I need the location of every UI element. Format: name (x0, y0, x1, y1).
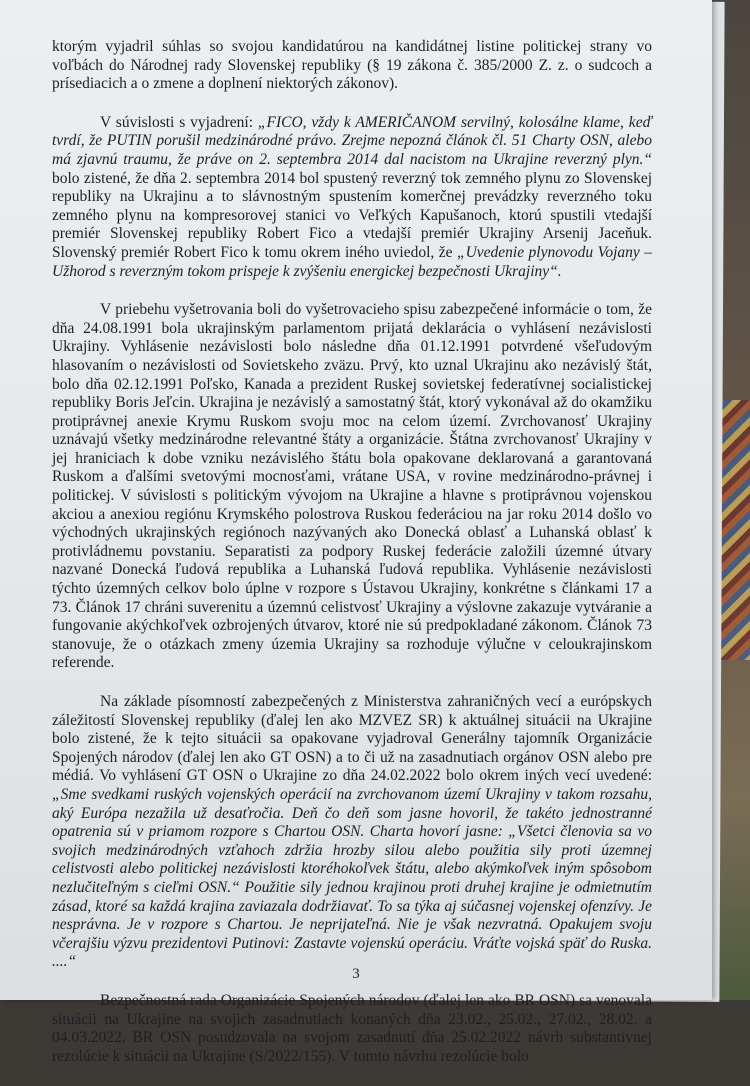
paragraph-2-quote-1: „FICO, vždy k AMERIČANOM servilný, kolosálne klame, keď tvrdí, že PUTIN porušil medzinárodné právo. Zrejme nepozná článok čl. 51 Charty OSN, alebo má zjavnú traumu, že práve on 2. septembra 2014 dal nacistom na Ukrajine reverzný plyn.“ (52, 113, 652, 168)
paragraph-5: Bezpečnostná rada Organizácie Spojených národov (ďalej len ako BR OSN) sa venovala situácii na Ukrajine na svojich zasadnutiach konaných dňa 23.02., 25.02., 27.02., 28.02. a 04.03.2022. BR OSN posudzovala na svojom zasadnutí dňa 25.02.2022 návrh substantívnej rezolúcie k situácii na Ukrajine (S/2022/155). V tomto návrhu rezolúcie bolo (52, 991, 652, 1065)
paragraph-4-quote: „Sme svedkami ruských vojenských operácií na zvrchovanom území Ukrajiny v takom rozsahu, aký Európa nezažila už desaťročia. Deň čo deň som jasne hovoril, že takéto jednostranné opatrenia sú v priamom rozpore s Chartou OSN. Charta hovorí jasne: „Všetci členovia sa vo svojich medzinárodných vzťahoch zdržia hrozby silou alebo použitia sily proti územnej celistvosti alebo politickej nezávislosti ktoréhokoľvek štátu, alebo akýmkoľvek iným spôsobom nezlučiteľným s cieľmi OSN.“ Použitie sily jednou krajinou proti druhej krajine je odmietnutím zásad, ktoré sa každá krajina zaviazala dodržiavať. To sa týka aj súčasnej vojenskej ofenzívy. Je nesprávna. Je v rozpore s Chartou. Je neprijateľná. Nie je však nezvratná. Opakujem svoju včerajšiu výzvu prezidentovi Putinovi: Zastavte vojenskú operáciu. Vráťte vojská späť do Ruska. ....“ (52, 785, 652, 971)
paragraph-2-quote-2: „Uvedenie plynovodu Vojany – Užhorod s reverzným tokom prispeje k zvýšeniu energickej bezpečnosti Ukrajiny“. (52, 243, 652, 280)
paragraph-1: ktorým vyjadril súhlas so svojou kandidatúrou na kandidátnej listine politickej strany vo voľbách do Národnej rady Slovenskej republiky (§ 19 zákona č. 385/2000 Z. z. o sudcoch a prísediacich a o zmene a doplnení niektorých zákonov). (52, 38, 652, 93)
paragraph-2-body: bolo zistené, že dňa 2. septembra 2014 bol spustený reverzný tok zemného plynu zo Slovenskej republiky na Ukrajinu a to slávnostným spustením komerčnej prevádzky reverzného toku zemného plynu na kompresorovej stanici vo Veľkých Kapušanoch, ktorú spustili vtedajší premiér Slovenskej republiky Robert Fico a vtedajší premiér Ukrajiny Arsenij Jaceňuk. Slovenský premiér Robert Fico k tomu okrem iného uviedol, že (52, 169, 652, 261)
paragraph-4 (52, 693, 652, 972)
paragraph-2-intro: V súvislosti s vyjadrení: (100, 113, 258, 131)
page-number: 3 (352, 966, 360, 982)
paragraph-3: V priebehu vyšetrovania boli do vyšetrovacieho spisu zabezpečené informácie o tom, že dňa 24.08.1991 bola ukrajinským parlamentom prijatá deklarácia o vyhlásení nezávislosti Ukrajiny. Vyhlásenie nezávislosti bolo následne dňa 01.12.1991 potvrdené všeľudovým hlasovaním o nezávislosti od Sovietskeho zväzu. Prvý, kto uznal Ukrajinu ako nezávislý štát, bolo dňa 02.12.1991 Poľsko, Kanada a prezident Ruskej sovietskej federatívnej socialistickej republiky Boris Jeľcin. Ukrajina je nezávislý a samostatný štát, ktorý vykonával až do okamžiku protiprávnej anexie Krymu Ruskom svoju moc na celom území. Zvrchovanosť Ukrajiny uznávajú všetky medzinárodne relevantné štáty a organizácie. Štátna zvrchovanosť Ukrajiny v jej hraniciach k dobe vzniku nezávislého štátu bola opakovane deklarovaná a garantovaná Ruskom a ďalšími svetovými mocnosťami, vrátane USA, v rovine medzinárodno-právnej i politickej. V súvislosti s politickým vývojom na Ukrajine a hlavne s protiprávnou vojenskou akciou a anexiou regiónu Krymského polostrova Ruskou federáciou na jar roku 2014 došlo vo východných ukrajinských regiónoch nazývaných ako Donecká oblasť a Luhanská oblasť k protivládnemu povstaniu. Separatisti za podpory Ruskej federácie založili územné útvary nazvané Donecká ľudová republika a Luhanská ľudová republika. Vyhlásenie nezávislosti týchto územných celkov bolo úplne v rozpore s Ústavou Ukrajiny, konkrétne s článkami 17 a 73. Článok 17 chráni suverenitu a územnú celistvosť Ukrajiny a výslovne zakazuje vytváranie a fungovanie akýchkoľvek ozbrojených útvarov, ktoré nie sú predpokladané zákonom. Článok 73 stanovuje, že o otázkach zmeny územia Ukrajiny sa rozhoduje výlučne v celoukrajinskom referende. (52, 301, 652, 672)
page-text (52, 38, 652, 1086)
paragraph-2 (52, 114, 652, 281)
paragraph-4-body: Na základe písomností zabezpečených z Ministerstva zahraničných vecí a európskych záležitostí Slovenskej republiky (ďalej len ako MZVEZ SR) k aktuálnej situácii na Ukrajine bolo zistené, že k tejto situácii sa opakovane vyjadroval Generálny tajomník Organizácie Spojených národov (ďalej len ako GT OSN) a to či už na zasadnutiach orgánov OSN alebo pre médiá. Vo vyhlásení GT OSN o Ukrajine zo dňa 24.02.2022 bolo okrem iných vecí uvedené: (52, 693, 652, 785)
